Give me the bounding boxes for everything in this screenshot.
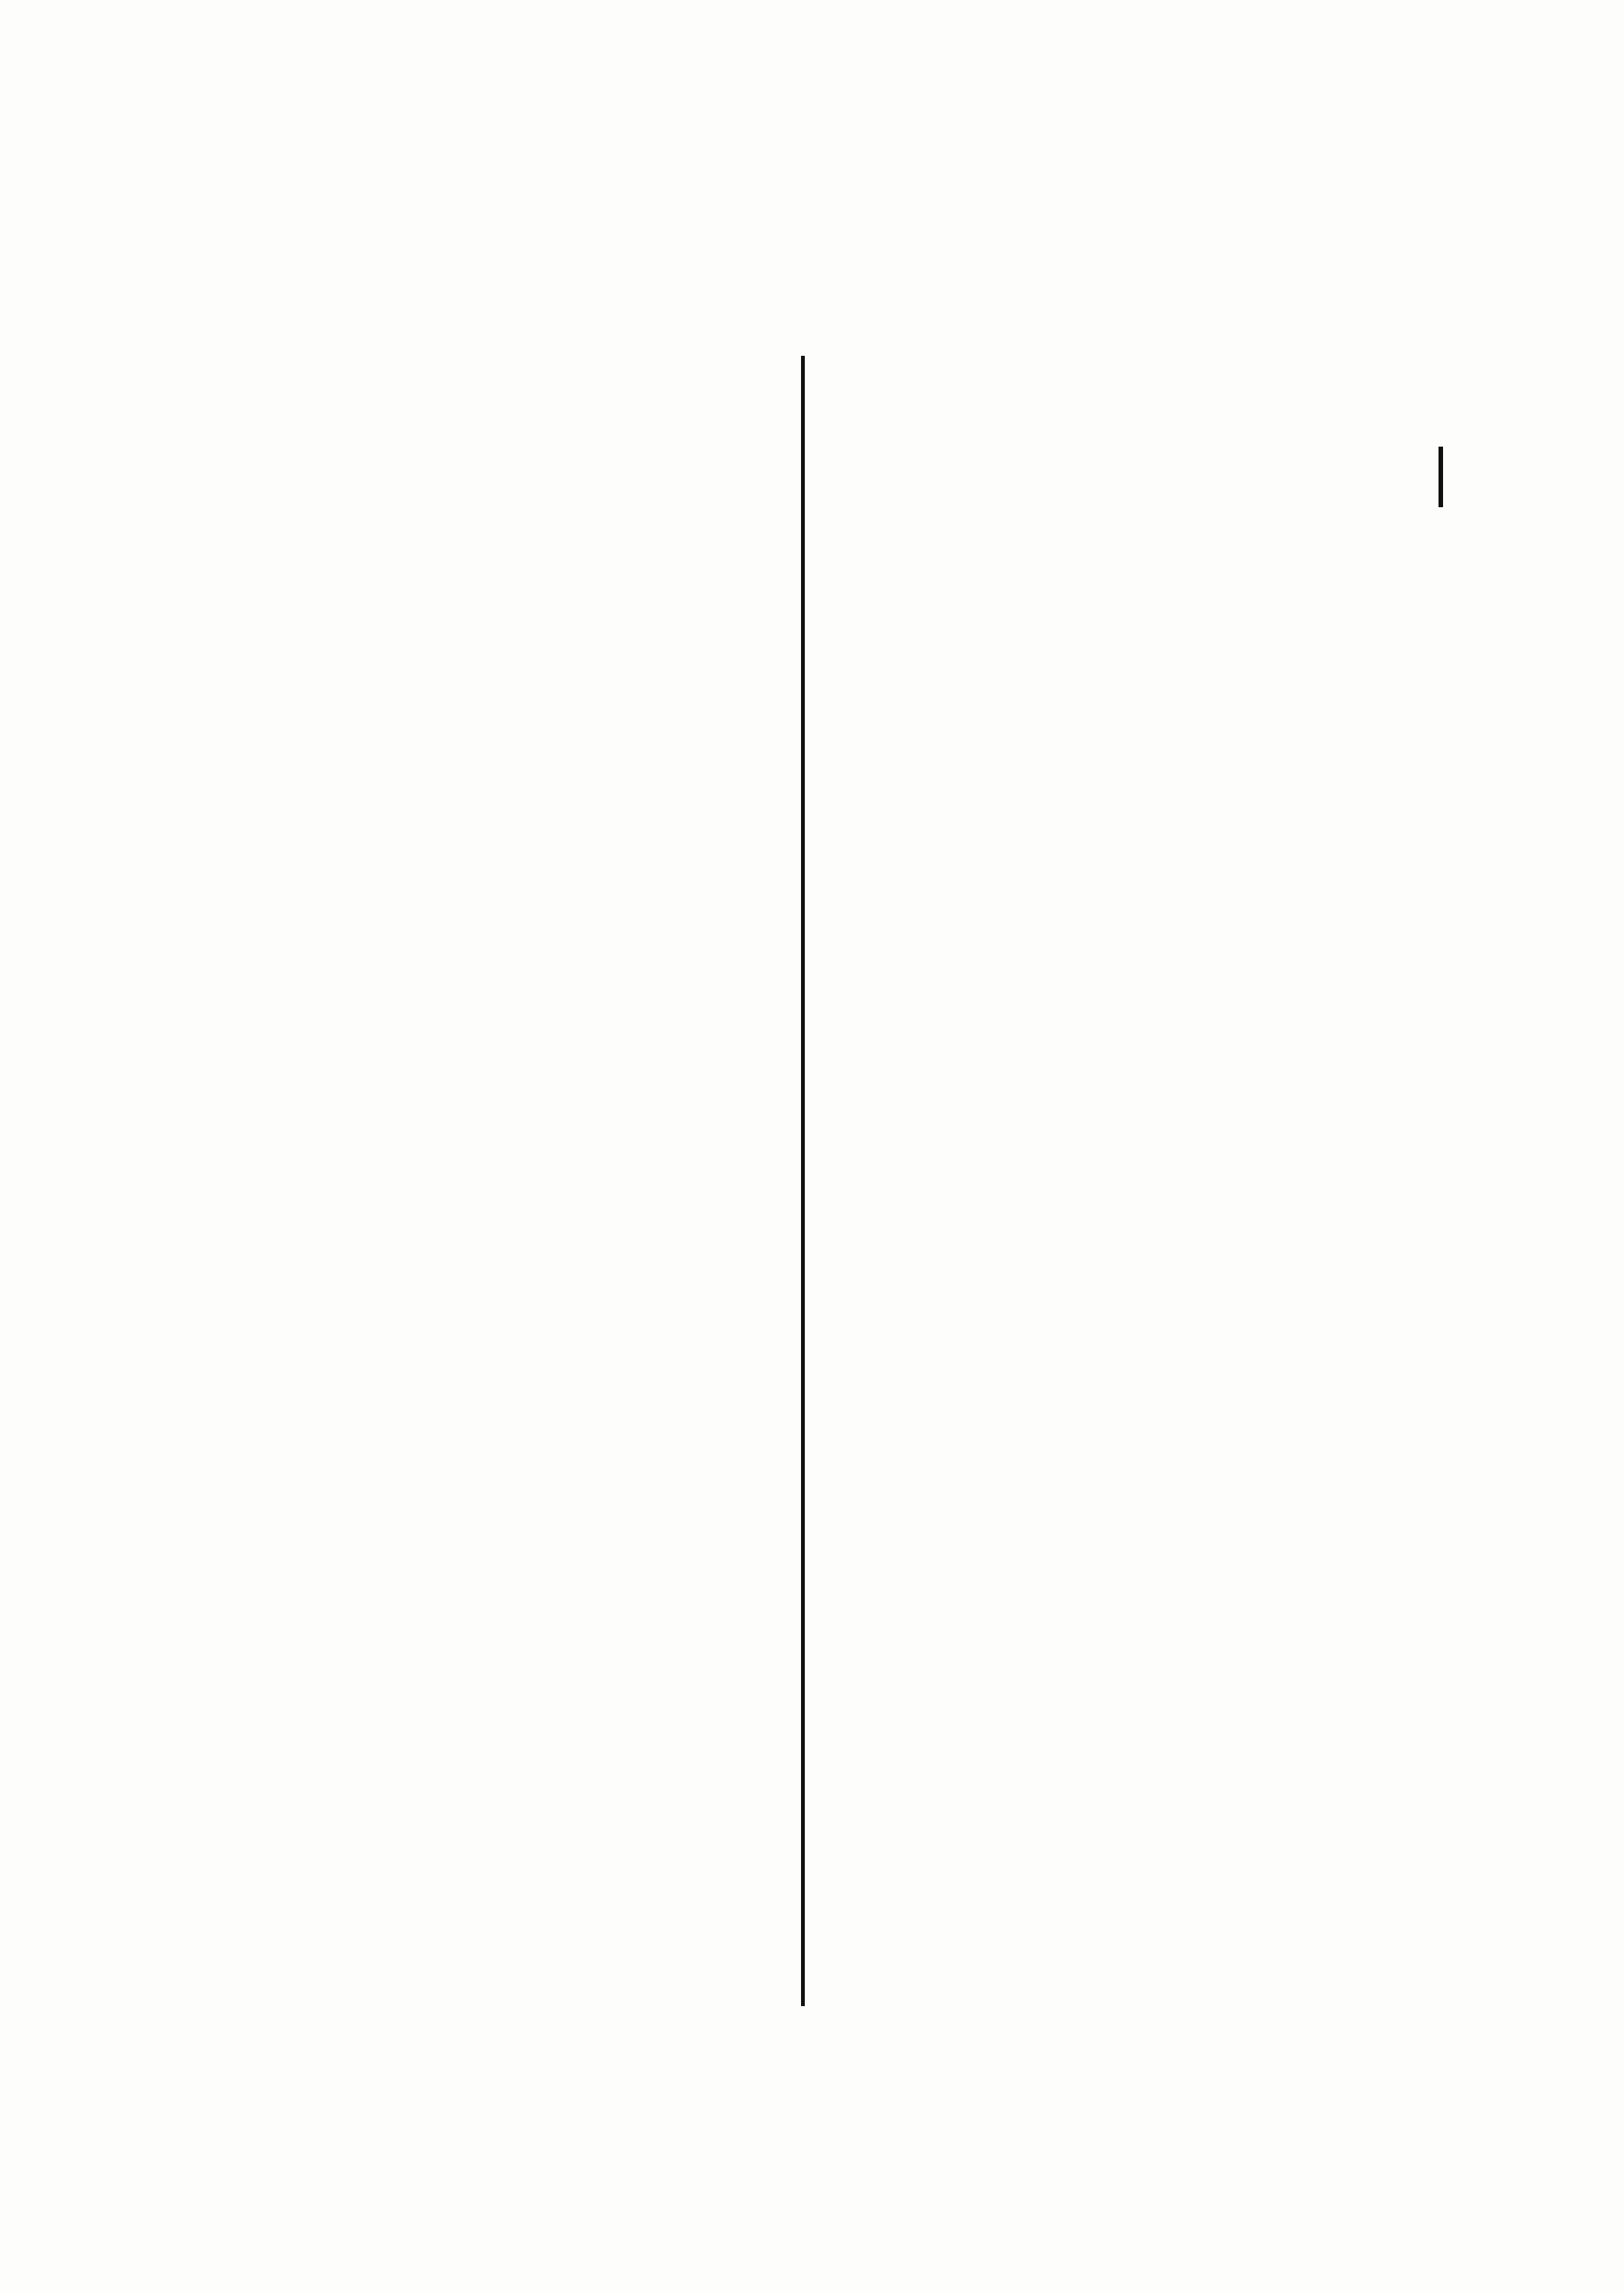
column-divider	[801, 356, 805, 2006]
section-mark	[1439, 447, 1475, 507]
page-number	[727, 2029, 893, 2064]
